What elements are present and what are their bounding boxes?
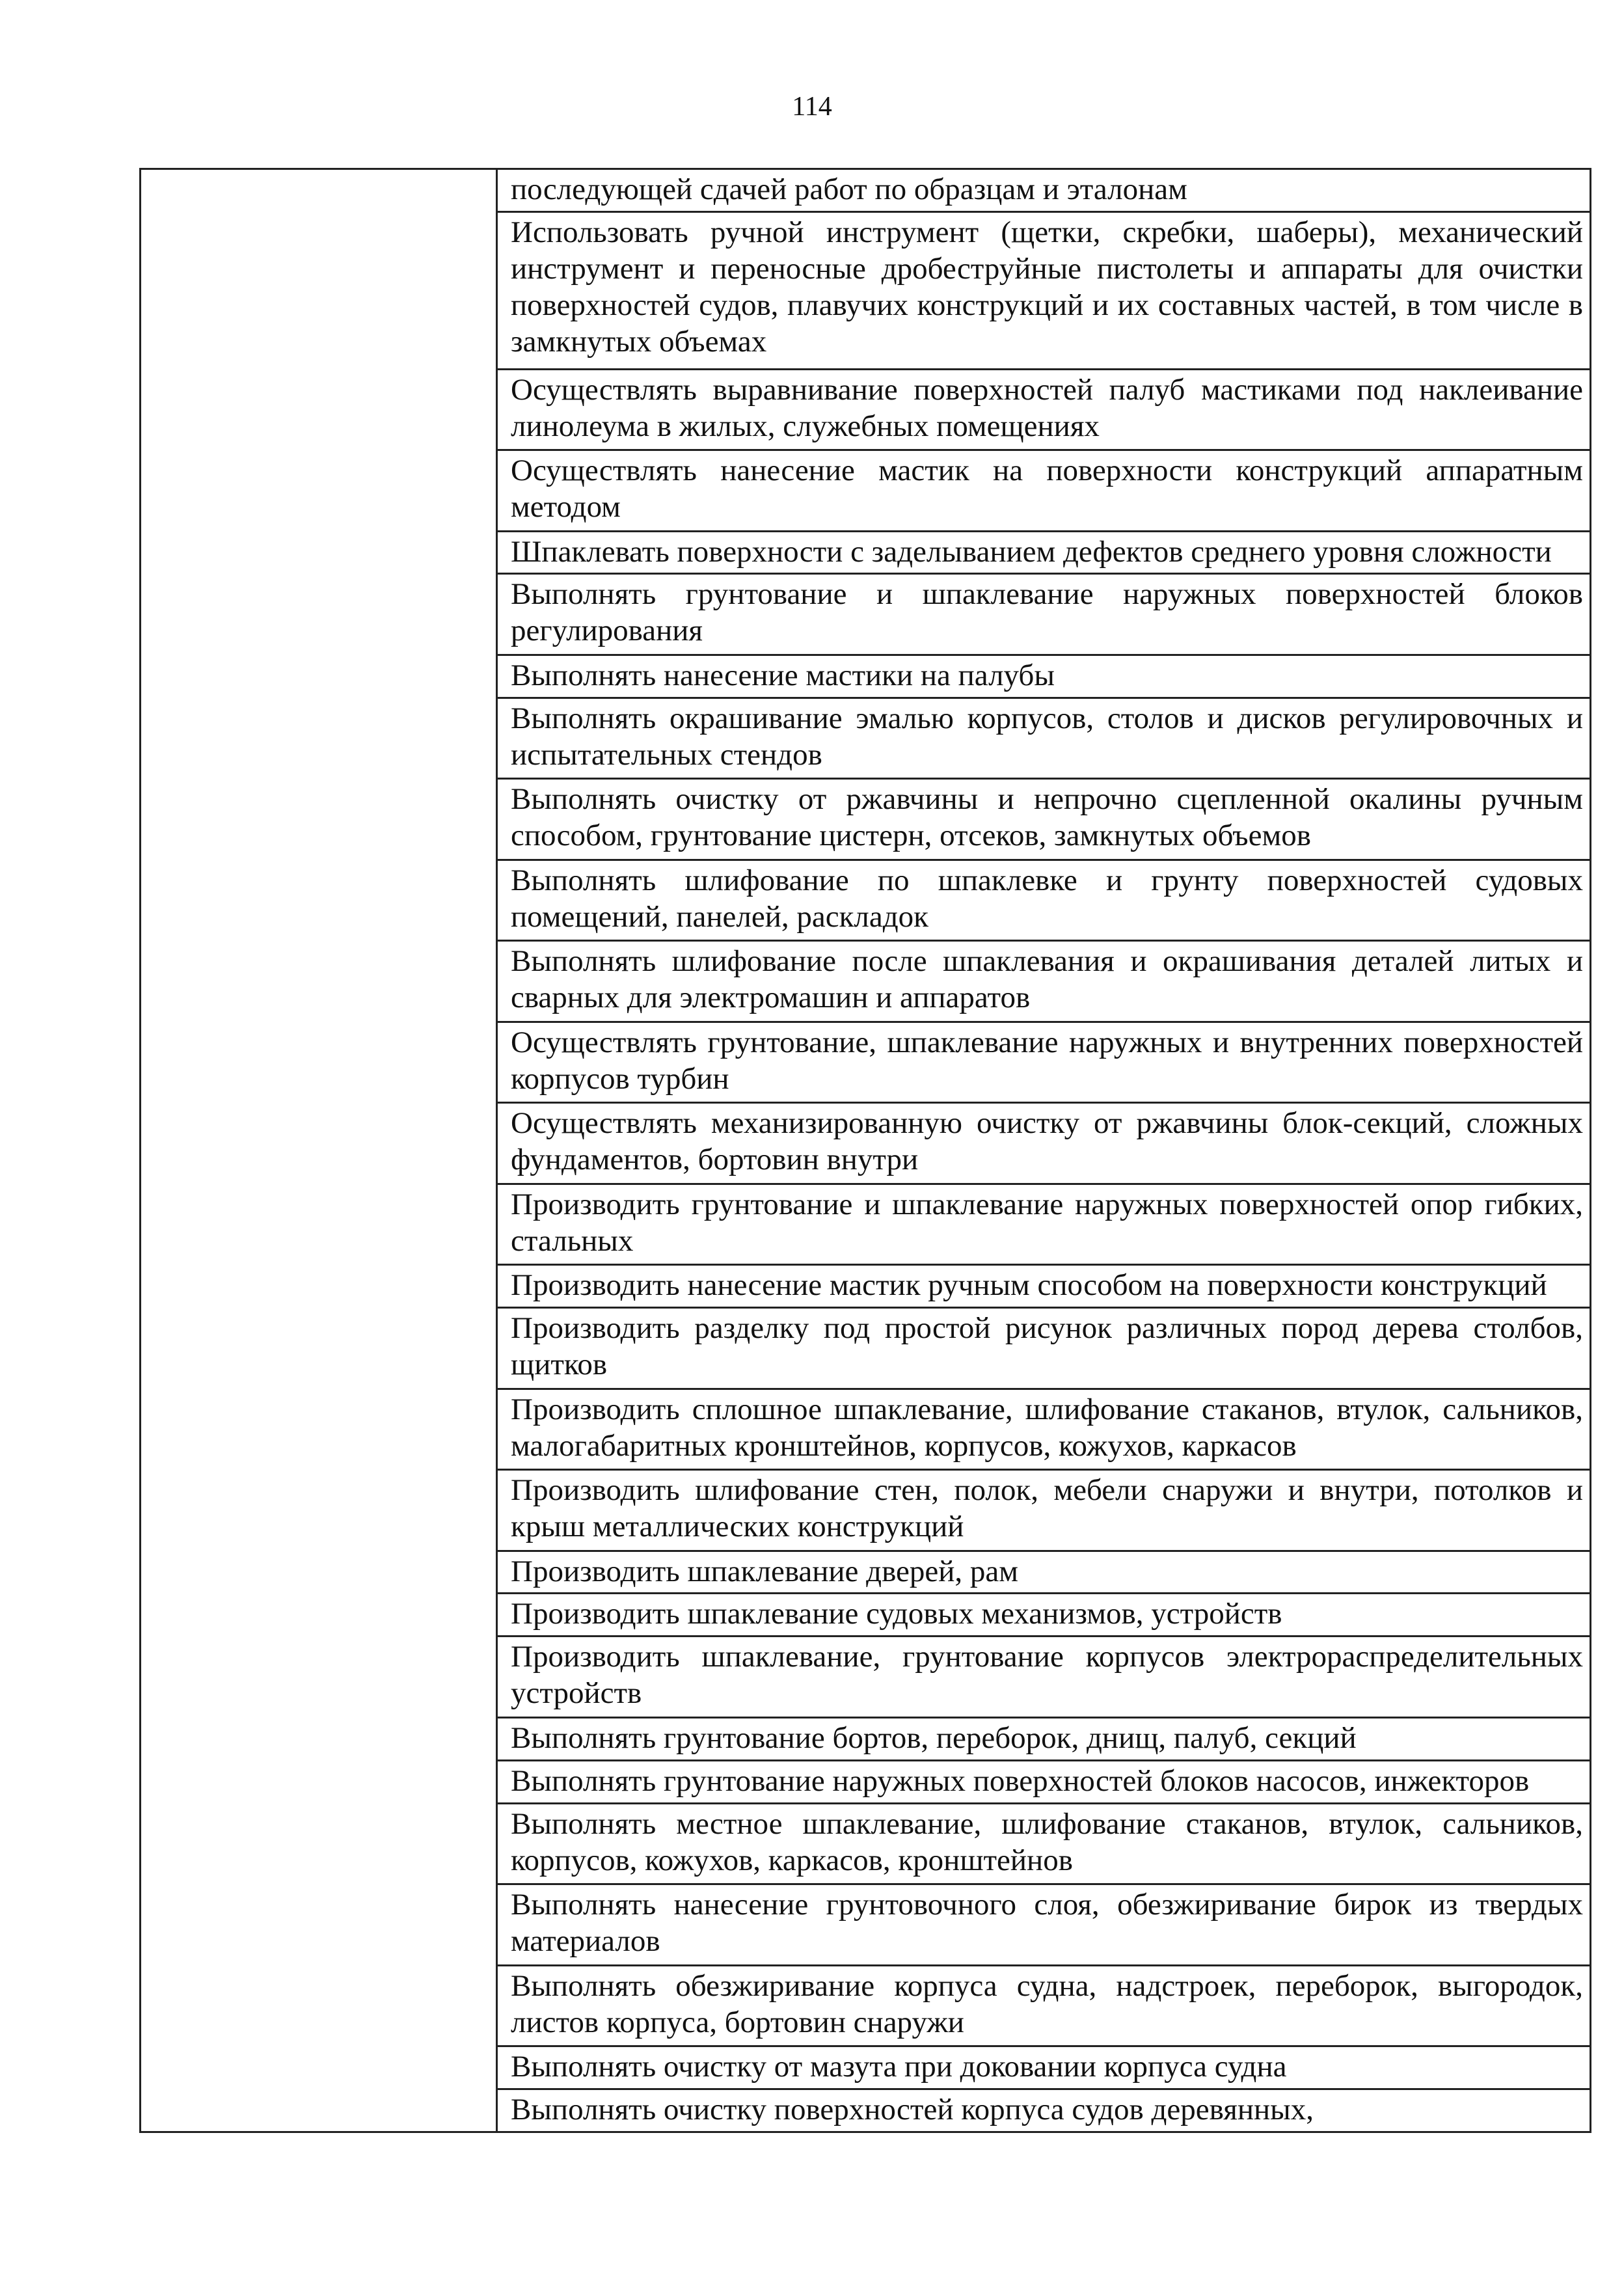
skill-cell: Выполнять обезжиривание корпуса судна, надстроек, переборок, выгородок, листов корпуса, бортовин снаружи	[497, 1965, 1591, 2046]
table-row	[141, 169, 1591, 212]
skills-table	[139, 168, 1591, 2133]
skill-cell: Выполнять нанесение грунтовочного слоя, обезжиривание бирок из твердых материалов	[497, 1884, 1591, 1965]
skill-cell: Шпаклевать поверхности с заделыванием дефектов среднего уровня сложности	[497, 531, 1591, 574]
skill-cell: Выполнять грунтование наружных поверхностей блоков насосов, инжекторов	[497, 1760, 1591, 1803]
skill-cell: Производить шпаклевание судовых механизмов, устройств	[497, 1594, 1591, 1637]
skill-cell: Выполнять грунтование бортов, переборок, днищ, палуб, секций	[497, 1717, 1591, 1760]
skill-cell: Выполнять шлифование после шпаклевания и окрашивания деталей литых и сварных для электромашин и аппаратов	[497, 941, 1591, 1022]
skill-cell: Выполнять нанесение мастики на палубы	[497, 655, 1591, 698]
skill-cell: Выполнять местное шпаклевание, шлифование стаканов, втулок, сальников, корпусов, кожухов, каркасов, кронштейнов	[497, 1803, 1591, 1884]
skill-cell: Производить сплошное шпаклевание, шлифование стаканов, втулок, сальников, малогабаритных кронштейнов, корпусов, кожухов, каркасов	[497, 1389, 1591, 1469]
skill-cell: Использовать ручной инструмент (щетки, скребки, шаберы), механический инструмент и переносные дробеструйные пистолеты и аппараты для очистки поверхностей судов, плавучих конструкций и их составных частей, в том числе в замкнутых объемах	[497, 211, 1591, 369]
skills-table-body	[141, 169, 1591, 2132]
skill-cell: Производить разделку под простой рисунок различных пород дерева столбов, щитков	[497, 1308, 1591, 1389]
skill-cell: Производить шпаклевание, грунтование корпусов электрораспределительных устройств	[497, 1637, 1591, 1717]
skill-cell: Производить нанесение мастик ручным способом на поверхности конструкций	[497, 1265, 1591, 1308]
skill-cell: Выполнять окрашивание эмалью корпусов, столов и дисков регулировочных и испытательных стендов	[497, 698, 1591, 778]
skill-cell: Выполнять очистку от ржавчины и непрочно сцепленной окалины ручным способом, грунтование цистерн, отсеков, замкнутых объемов	[497, 779, 1591, 860]
skill-cell: Осуществлять выравнивание поверхностей палуб мастиками под наклеивание линолеума в жилых, служебных помещениях	[497, 369, 1591, 450]
page-number: 114	[792, 92, 832, 122]
skill-cell: Производить грунтование и шпаклевание наружных поверхностей опор гибких, стальных	[497, 1184, 1591, 1264]
skill-cell: Осуществлять механизированную очистку от ржавчины блок-секций, сложных фундаментов, бортовин внутри	[497, 1103, 1591, 1184]
skill-cell: Производить шпаклевание дверей, рам	[497, 1551, 1591, 1594]
skill-cell: Осуществлять грунтование, шпаклевание наружных и внутренних поверхностей корпусов турбин	[497, 1022, 1591, 1102]
skill-cell: Выполнять очистку от мазута при доковании корпуса судна	[497, 2046, 1591, 2089]
skill-cell: Осуществлять нанесение мастик на поверхности конструкций аппаратным методом	[497, 450, 1591, 531]
left-column-cell	[141, 169, 497, 2132]
skill-cell: Производить шлифование стен, полок, мебели снаружи и внутри, потолков и крыш металлических конструкций	[497, 1470, 1591, 1551]
skill-cell: последующей сдачей работ по образцам и эталонам	[497, 169, 1591, 212]
skill-cell: Выполнять грунтование и шпаклевание наружных поверхностей блоков регулирования	[497, 574, 1591, 655]
skill-cell: Выполнять шлифование по шпаклевке и грунту поверхностей судовых помещений, панелей, раскладок	[497, 860, 1591, 940]
skill-cell: Выполнять очистку поверхностей корпуса судов деревянных,	[497, 2089, 1591, 2132]
